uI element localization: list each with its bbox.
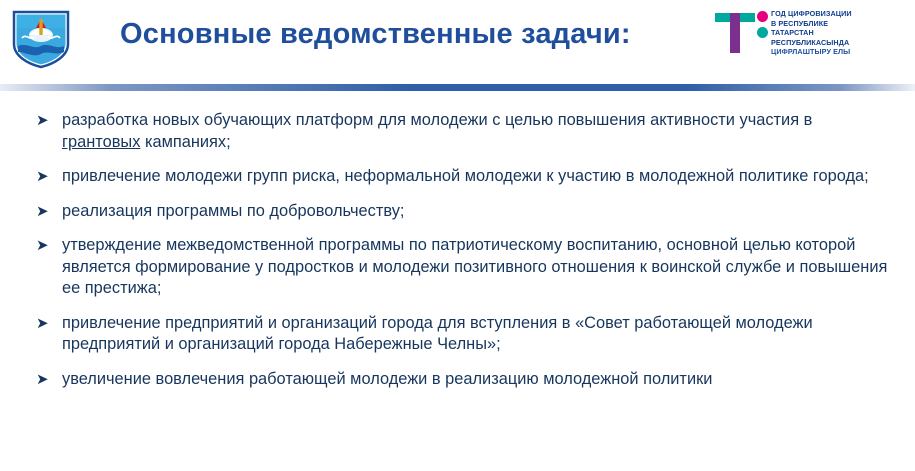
list-item-text-before: привлечение предприятий и организаций города для вступления в «Совет работающей молодежи предприятий и организаций города Набережные Челны»; bbox=[62, 313, 813, 353]
list-item-text-before: утверждение межведомственной программы по патриотическому воспитанию, основной целью которой является формирование у подростков и молодежи позитивного отношения к воинской службе и повышения ее престижа; bbox=[62, 236, 888, 297]
list-item bbox=[36, 110, 893, 153]
bullet-arrow-icon: ➤ bbox=[36, 202, 49, 220]
tatarstan-logo-icon bbox=[713, 7, 771, 59]
bullet-arrow-icon: ➤ bbox=[36, 314, 49, 332]
list-item-text-before: увеличение вовлечения работающей молодежи в реализацию молодежной политики bbox=[62, 369, 713, 388]
list-item-text-before: реализация программы по добровольчеству; bbox=[62, 201, 405, 220]
header-divider bbox=[0, 84, 915, 91]
logo-dot-teal bbox=[757, 27, 768, 38]
bullet-arrow-icon: ➤ bbox=[36, 370, 49, 388]
bullet-arrow-icon: ➤ bbox=[36, 237, 49, 254]
logo-vertical-bar bbox=[730, 13, 740, 53]
bullet-arrow-icon: ➤ bbox=[36, 168, 49, 185]
list-item-text-before: привлечение молодежи групп риска, неформальной молодежи к участию в молодежной политике города; bbox=[62, 167, 869, 185]
year-of-digitalization-logo bbox=[713, 4, 909, 62]
page-title: Основные ведомственные задачи: bbox=[120, 18, 631, 50]
logo-text-block bbox=[771, 9, 852, 56]
list-item bbox=[36, 166, 893, 188]
list-item bbox=[36, 201, 893, 223]
logo-line-4: РЕСПУБЛИКАСЫНДА bbox=[771, 37, 850, 47]
list-item-text-underlined: грантовых bbox=[62, 132, 141, 151]
task-list bbox=[0, 110, 915, 390]
list-item bbox=[36, 313, 893, 356]
list-item-text-after: кампаниях; bbox=[140, 132, 231, 151]
list-item-text-before: разработка новых обучающих платформ для молодежи с целью повышения активности участия в bbox=[62, 111, 813, 129]
bullet-arrow-icon: ➤ bbox=[36, 112, 49, 129]
coat-of-arms-icon bbox=[10, 8, 72, 70]
slide-body bbox=[0, 110, 915, 403]
logo-line-1: ГОД ЦИФРОВИЗАЦИИ bbox=[771, 9, 852, 19]
logo-line-3: ТАТАРСТАН bbox=[771, 28, 814, 38]
list-item bbox=[36, 369, 893, 391]
logo-line-5: ЦИФРЛАШТЫРУ ЕЛЫ bbox=[771, 47, 851, 57]
slide-header bbox=[0, 0, 915, 78]
logo-dot-magenta bbox=[757, 11, 768, 22]
logo-line-2: В РЕСПУБЛИКЕ bbox=[771, 18, 829, 28]
list-item bbox=[36, 235, 893, 300]
